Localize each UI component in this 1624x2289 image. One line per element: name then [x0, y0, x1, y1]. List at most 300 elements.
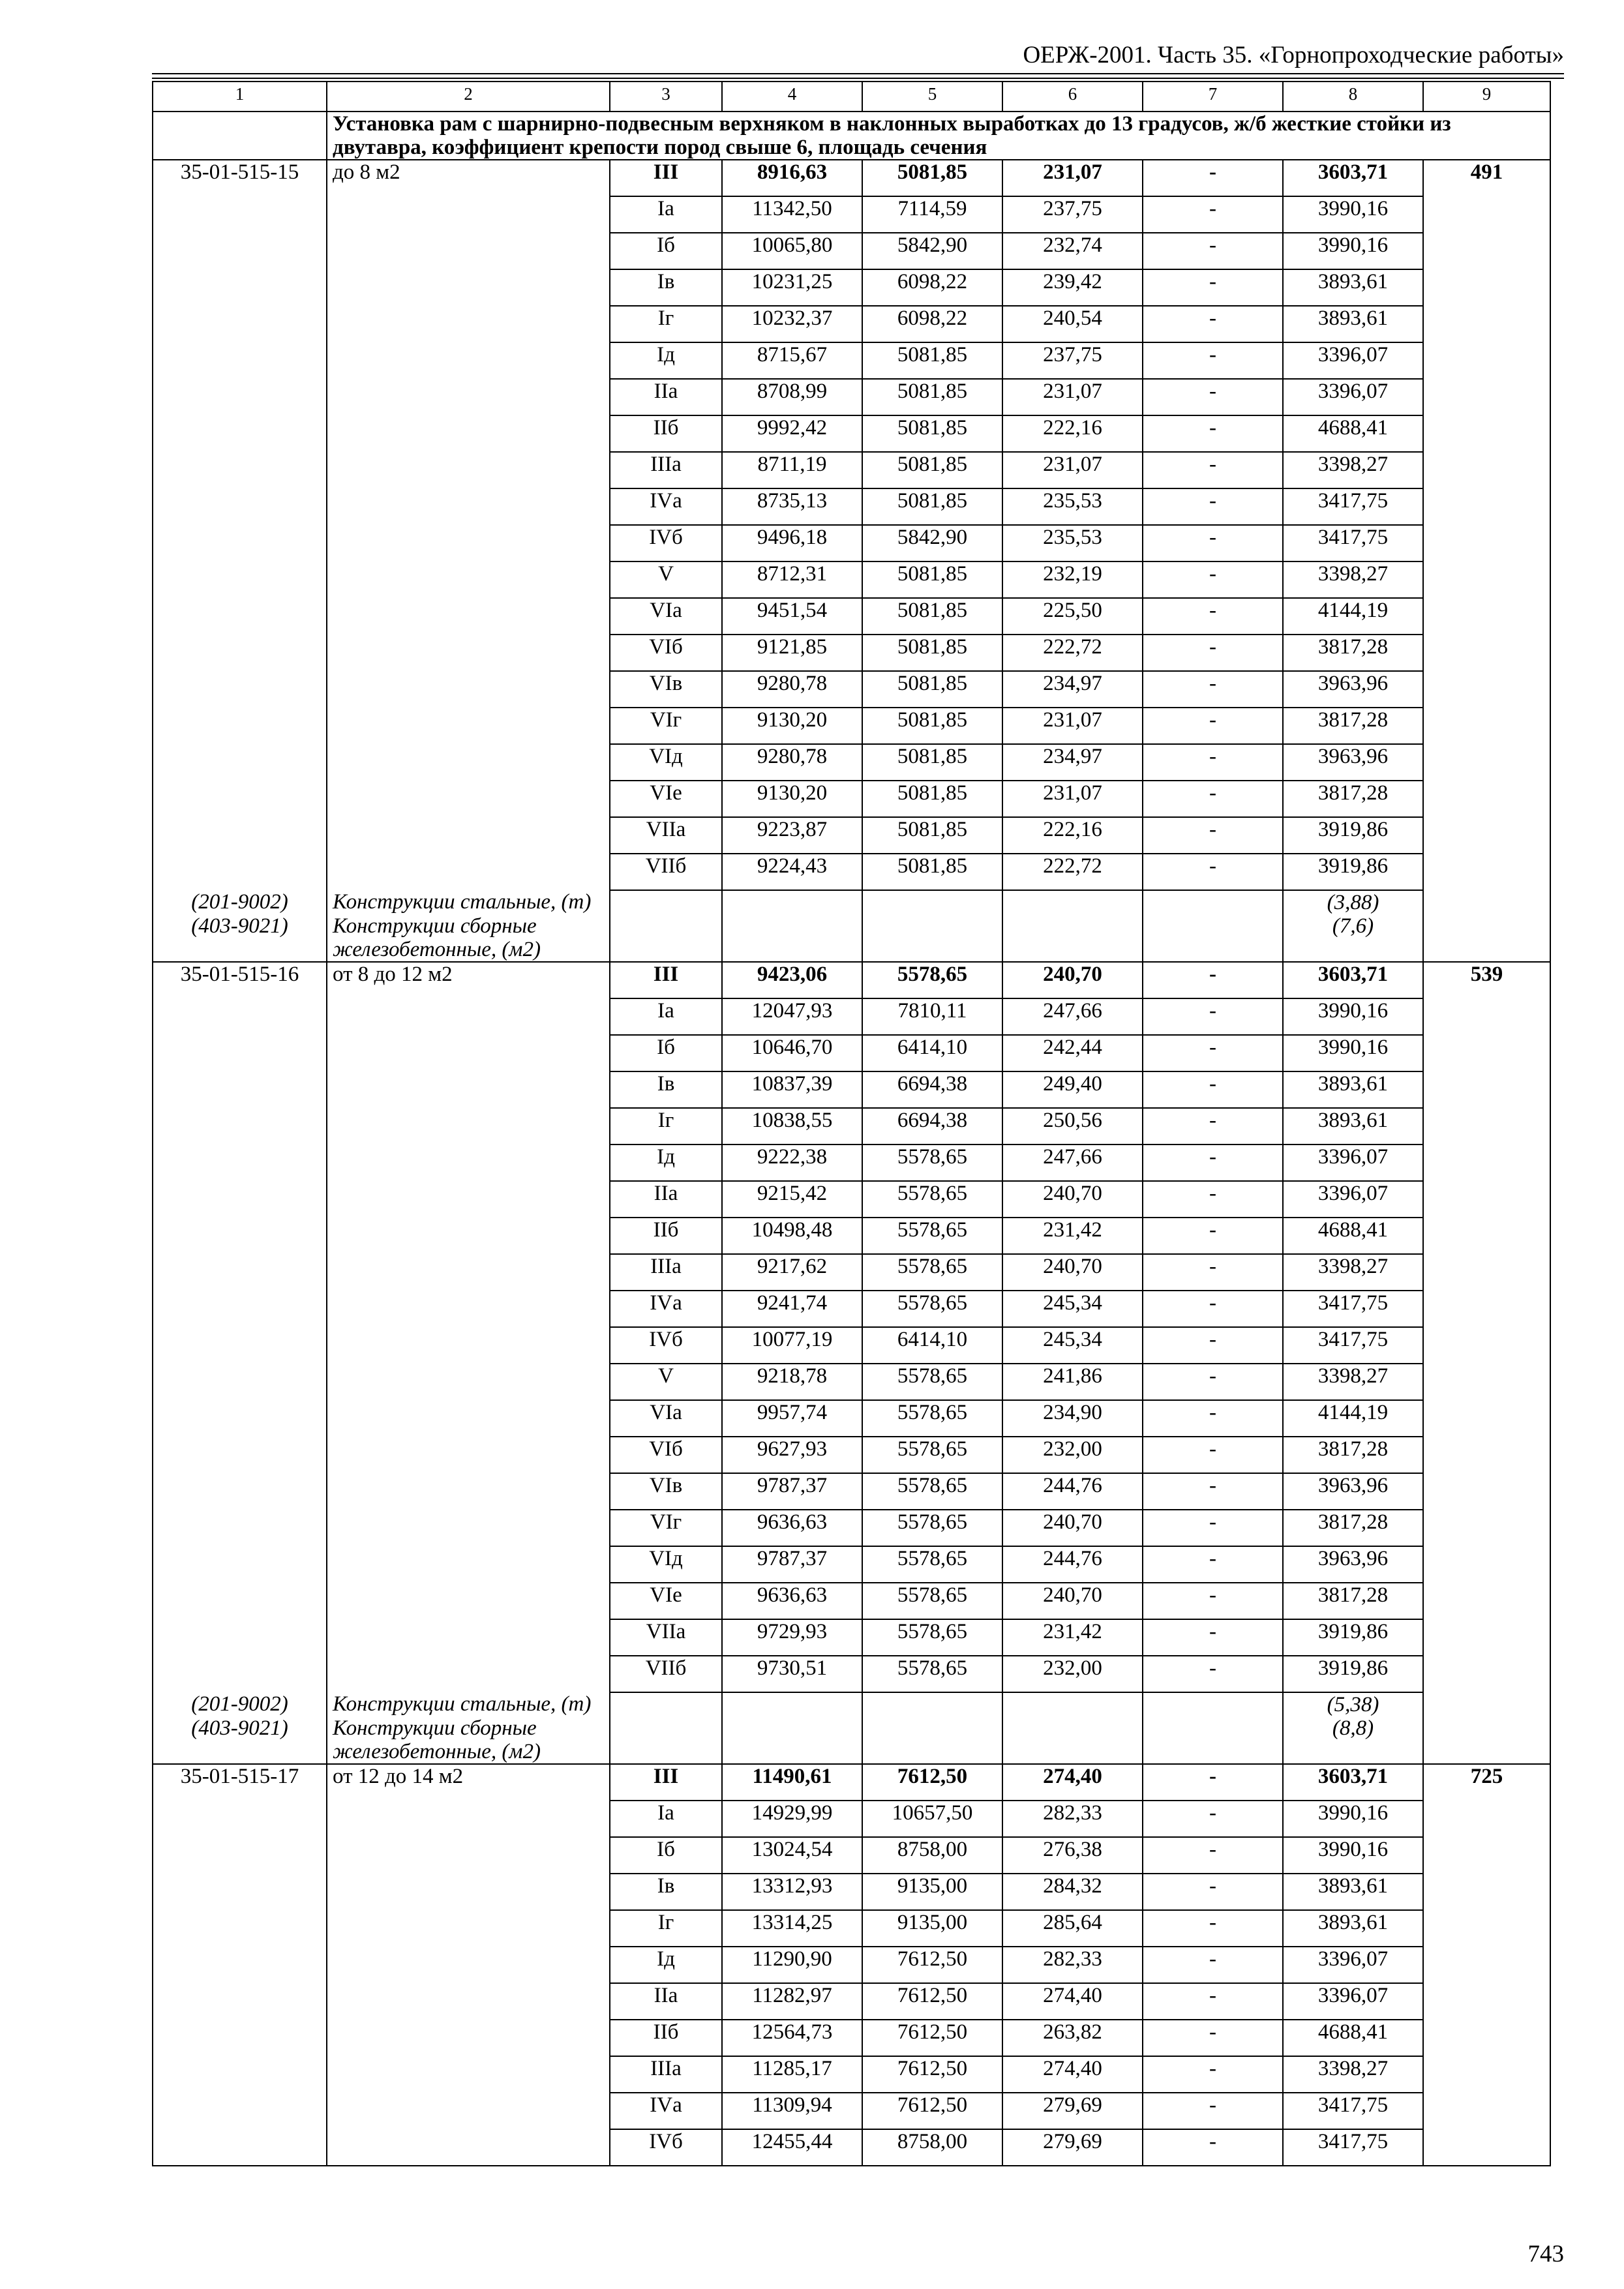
- total-cost: 9496,18: [722, 525, 862, 561]
- wages-cost: 5578,65: [862, 1437, 1002, 1473]
- drivers-wage: -: [1143, 1910, 1283, 1947]
- table-row: [153, 488, 1550, 525]
- empty-cell: [153, 1983, 327, 2020]
- total-cost: 8711,19: [722, 452, 862, 488]
- zone-code: IIб: [610, 415, 722, 452]
- empty-cell: [153, 452, 327, 488]
- machines-cost: 244,76: [1002, 1546, 1143, 1583]
- total-cost: 8712,31: [722, 561, 862, 598]
- empty-cell: [327, 1400, 610, 1437]
- wages-cost: 9135,00: [862, 1910, 1002, 1947]
- table-row: [153, 708, 1550, 744]
- empty-cell: [327, 488, 610, 525]
- empty-cell: [327, 1108, 610, 1144]
- zone-code: VIа: [610, 598, 722, 635]
- empty-cell: [153, 233, 327, 269]
- zone-code: VIа: [610, 1400, 722, 1437]
- resource-name: Конструкции стальные, (т): [327, 890, 610, 914]
- empty-cell: [1423, 2056, 1550, 2093]
- total-cost: 9218,78: [722, 1364, 862, 1400]
- materials-cost: 3893,61: [1283, 1874, 1423, 1910]
- machines-cost: 234,97: [1002, 744, 1143, 781]
- table-row: [153, 1837, 1550, 1874]
- labor-index: 725: [1423, 1764, 1550, 1801]
- table-row: [153, 998, 1550, 1035]
- empty-cell: [153, 854, 327, 890]
- table-row: [153, 2093, 1550, 2129]
- table-row: [153, 1400, 1550, 1437]
- materials-cost: 3398,27: [1283, 561, 1423, 598]
- empty-cell: [1143, 1692, 1283, 1716]
- drivers-wage: -: [1143, 2093, 1283, 2129]
- empty-cell: [327, 196, 610, 233]
- table-row: [153, 671, 1550, 708]
- materials-cost: 3396,07: [1283, 1947, 1423, 1983]
- drivers-wage: -: [1143, 1071, 1283, 1108]
- drivers-wage: -: [1143, 998, 1283, 1035]
- empty-cell: [1423, 1473, 1550, 1510]
- machines-cost: 231,07: [1002, 379, 1143, 415]
- empty-cell: [153, 817, 327, 854]
- entry-code: 35-01-515-15: [153, 160, 327, 196]
- machines-cost: 237,75: [1002, 342, 1143, 379]
- column-number: 3: [610, 82, 722, 112]
- resource-name: Конструкции стальные, (т): [327, 1692, 610, 1716]
- drivers-wage: -: [1143, 1837, 1283, 1874]
- total-cost: 12047,93: [722, 998, 862, 1035]
- wages-cost: 5578,65: [862, 1510, 1002, 1546]
- empty-cell: [1423, 1327, 1550, 1364]
- empty-cell: [1423, 1218, 1550, 1254]
- table-row: [153, 1254, 1550, 1291]
- drivers-wage: -: [1143, 342, 1283, 379]
- resource-value: (3,88): [1283, 890, 1423, 914]
- machines-cost: 282,33: [1002, 1947, 1143, 1983]
- wages-cost: 5578,65: [862, 1364, 1002, 1400]
- empty-cell: [1423, 914, 1550, 962]
- empty-cell: [1423, 1947, 1550, 1983]
- drivers-wage: -: [1143, 269, 1283, 306]
- zone-code: IIIа: [610, 2056, 722, 2093]
- empty-cell: [1423, 708, 1550, 744]
- machines-cost: 240,70: [1002, 1254, 1143, 1291]
- zone-code: IIIа: [610, 1254, 722, 1291]
- materials-cost: 3396,07: [1283, 1181, 1423, 1218]
- drivers-wage: -: [1143, 1437, 1283, 1473]
- wages-cost: 7612,50: [862, 1983, 1002, 2020]
- materials-cost: 3417,75: [1283, 488, 1423, 525]
- empty-cell: [327, 671, 610, 708]
- drivers-wage: -: [1143, 1108, 1283, 1144]
- materials-cost: 3603,71: [1283, 160, 1423, 196]
- drivers-wage: -: [1143, 561, 1283, 598]
- table-row: [153, 342, 1550, 379]
- empty-cell: [327, 708, 610, 744]
- table-row: [153, 1874, 1550, 1910]
- materials-cost: 3396,07: [1283, 379, 1423, 415]
- empty-cell: [153, 671, 327, 708]
- machines-cost: 235,53: [1002, 525, 1143, 561]
- entry-name: до 8 м2: [327, 160, 610, 196]
- empty-cell: [1423, 781, 1550, 817]
- empty-cell: [153, 1218, 327, 1254]
- wages-cost: 7612,50: [862, 1947, 1002, 1983]
- empty-cell: [153, 306, 327, 342]
- machines-cost: 231,07: [1002, 452, 1143, 488]
- empty-cell: [862, 914, 1002, 962]
- wages-cost: 5578,65: [862, 1254, 1002, 1291]
- machines-cost: 231,07: [1002, 160, 1143, 196]
- total-cost: 9423,06: [722, 962, 862, 998]
- machines-cost: 234,90: [1002, 1400, 1143, 1437]
- wages-cost: 7612,50: [862, 1764, 1002, 1801]
- empty-cell: [1423, 269, 1550, 306]
- column-number: 6: [1002, 82, 1143, 112]
- zone-code: IVа: [610, 1291, 722, 1327]
- resource-row: [153, 890, 1550, 914]
- total-cost: 9121,85: [722, 635, 862, 671]
- machines-cost: 232,74: [1002, 233, 1143, 269]
- materials-cost: 3963,96: [1283, 744, 1423, 781]
- drivers-wage: -: [1143, 598, 1283, 635]
- wages-cost: 5578,65: [862, 1144, 1002, 1181]
- machines-cost: 231,42: [1002, 1619, 1143, 1656]
- drivers-wage: -: [1143, 1619, 1283, 1656]
- drivers-wage: -: [1143, 306, 1283, 342]
- zone-code: VIIа: [610, 1619, 722, 1656]
- wages-cost: 5081,85: [862, 708, 1002, 744]
- table-row: [153, 306, 1550, 342]
- total-cost: 10837,39: [722, 1071, 862, 1108]
- empty-cell: [1423, 1692, 1550, 1716]
- empty-cell: [327, 1218, 610, 1254]
- empty-cell: [327, 1546, 610, 1583]
- empty-cell: [1143, 1716, 1283, 1764]
- empty-cell: [327, 1071, 610, 1108]
- materials-cost: 3817,28: [1283, 781, 1423, 817]
- wages-cost: 5081,85: [862, 415, 1002, 452]
- materials-cost: 3396,07: [1283, 1983, 1423, 2020]
- zone-code: IVб: [610, 525, 722, 561]
- empty-cell: [1423, 890, 1550, 914]
- drivers-wage: -: [1143, 2129, 1283, 2166]
- table-row: [153, 781, 1550, 817]
- wages-cost: 6098,22: [862, 306, 1002, 342]
- zone-code: IVб: [610, 2129, 722, 2166]
- empty-cell: [1423, 1071, 1550, 1108]
- empty-cell: [327, 233, 610, 269]
- drivers-wage: -: [1143, 452, 1283, 488]
- empty-cell: [153, 1254, 327, 1291]
- drivers-wage: -: [1143, 1546, 1283, 1583]
- empty-cell: [153, 1510, 327, 1546]
- total-cost: 10077,19: [722, 1327, 862, 1364]
- machines-cost: 274,40: [1002, 1983, 1143, 2020]
- empty-cell: [153, 1619, 327, 1656]
- wages-cost: 5081,85: [862, 452, 1002, 488]
- empty-cell: [327, 1910, 610, 1947]
- drivers-wage: -: [1143, 817, 1283, 854]
- table-row: [153, 415, 1550, 452]
- price-table: [152, 81, 1551, 2166]
- table-row: [153, 233, 1550, 269]
- materials-cost: 3963,96: [1283, 1473, 1423, 1510]
- header-rule-double: [152, 78, 1564, 79]
- empty-cell: [1423, 1035, 1550, 1071]
- drivers-wage: -: [1143, 1874, 1283, 1910]
- empty-cell: [327, 452, 610, 488]
- empty-cell: [1423, 1546, 1550, 1583]
- empty-cell: [153, 415, 327, 452]
- empty-cell: [1143, 890, 1283, 914]
- empty-cell: [1423, 233, 1550, 269]
- empty-cell: [610, 1692, 722, 1716]
- zone-code: Iг: [610, 1910, 722, 1947]
- machines-cost: 240,70: [1002, 962, 1143, 998]
- wages-cost: 5081,85: [862, 379, 1002, 415]
- wages-cost: 8758,00: [862, 1837, 1002, 1874]
- empty-cell: [1423, 379, 1550, 415]
- materials-cost: 3893,61: [1283, 306, 1423, 342]
- zone-code: VIIб: [610, 1656, 722, 1692]
- table-row: [153, 1218, 1550, 1254]
- table-row: [153, 1983, 1550, 2020]
- zone-code: IVа: [610, 488, 722, 525]
- total-cost: 14929,99: [722, 1801, 862, 1837]
- drivers-wage: -: [1143, 1473, 1283, 1510]
- machines-cost: 245,34: [1002, 1327, 1143, 1364]
- resource-value: (7,6): [1283, 914, 1423, 962]
- zone-code: VIе: [610, 1583, 722, 1619]
- empty-cell: [153, 1656, 327, 1692]
- wages-cost: 5081,85: [862, 817, 1002, 854]
- empty-cell: [153, 1546, 327, 1583]
- total-cost: 11290,90: [722, 1947, 862, 1983]
- wages-cost: 5081,85: [862, 671, 1002, 708]
- total-cost: 11490,61: [722, 1764, 862, 1801]
- materials-cost: 3893,61: [1283, 1910, 1423, 1947]
- empty-cell: [1423, 415, 1550, 452]
- machines-cost: 274,40: [1002, 1764, 1143, 1801]
- empty-cell: [327, 269, 610, 306]
- total-cost: 9217,62: [722, 1254, 862, 1291]
- table-row: [153, 1181, 1550, 1218]
- empty-cell: [1423, 1510, 1550, 1546]
- materials-cost: 3817,28: [1283, 1437, 1423, 1473]
- empty-cell: [327, 598, 610, 635]
- entry-name: от 12 до 14 м2: [327, 1764, 610, 1801]
- materials-cost: 3398,27: [1283, 1254, 1423, 1291]
- empty-cell: [1423, 1716, 1550, 1764]
- empty-cell: [327, 1437, 610, 1473]
- materials-cost: 3963,96: [1283, 671, 1423, 708]
- empty-cell: [1002, 890, 1143, 914]
- table-body: [153, 82, 1550, 2166]
- resource-row: [153, 914, 1550, 962]
- drivers-wage: -: [1143, 415, 1283, 452]
- empty-cell: [153, 1291, 327, 1327]
- empty-cell: [1423, 1801, 1550, 1837]
- resource-code: (201-9002): [153, 890, 327, 914]
- materials-cost: 3817,28: [1283, 635, 1423, 671]
- drivers-wage: -: [1143, 1327, 1283, 1364]
- empty-cell: [327, 2129, 610, 2166]
- materials-cost: 3990,16: [1283, 196, 1423, 233]
- materials-cost: 4144,19: [1283, 1400, 1423, 1437]
- empty-cell: [153, 1400, 327, 1437]
- drivers-wage: -: [1143, 1181, 1283, 1218]
- machines-cost: 242,44: [1002, 1035, 1143, 1071]
- empty-cell: [327, 1291, 610, 1327]
- machines-cost: 285,64: [1002, 1910, 1143, 1947]
- machines-cost: 235,53: [1002, 488, 1143, 525]
- machines-cost: 237,75: [1002, 196, 1143, 233]
- drivers-wage: -: [1143, 196, 1283, 233]
- machines-cost: 263,82: [1002, 2020, 1143, 2056]
- page-number: 743: [1527, 2241, 1564, 2267]
- materials-cost: 3919,86: [1283, 854, 1423, 890]
- materials-cost: 3603,71: [1283, 1764, 1423, 1801]
- empty-cell: [1002, 1692, 1143, 1716]
- table-row: [153, 1764, 1550, 1801]
- wages-cost: 5081,85: [862, 854, 1002, 890]
- column-number: 9: [1423, 82, 1550, 112]
- table-row: [153, 1071, 1550, 1108]
- zone-code: Iв: [610, 269, 722, 306]
- total-cost: 8708,99: [722, 379, 862, 415]
- materials-cost: 3893,61: [1283, 1071, 1423, 1108]
- total-cost: 9451,54: [722, 598, 862, 635]
- wages-cost: 7114,59: [862, 196, 1002, 233]
- drivers-wage: -: [1143, 1291, 1283, 1327]
- materials-cost: 3817,28: [1283, 708, 1423, 744]
- total-cost: 9223,87: [722, 817, 862, 854]
- empty-cell: [327, 781, 610, 817]
- zone-code: IIа: [610, 1983, 722, 2020]
- total-cost: 13024,54: [722, 1837, 862, 1874]
- empty-cell: [610, 1716, 722, 1764]
- drivers-wage: -: [1143, 962, 1283, 998]
- table-row: [153, 525, 1550, 561]
- total-cost: 9130,20: [722, 781, 862, 817]
- wages-cost: 5578,65: [862, 1583, 1002, 1619]
- entry-name: от 8 до 12 м2: [327, 962, 610, 998]
- wages-cost: 5578,65: [862, 1473, 1002, 1510]
- empty-cell: [327, 415, 610, 452]
- machines-cost: 247,66: [1002, 1144, 1143, 1181]
- wages-cost: 5081,85: [862, 598, 1002, 635]
- total-cost: 11342,50: [722, 196, 862, 233]
- drivers-wage: -: [1143, 854, 1283, 890]
- empty-cell: [1423, 1910, 1550, 1947]
- empty-cell: [1423, 196, 1550, 233]
- empty-cell: [1423, 598, 1550, 635]
- materials-cost: 3990,16: [1283, 1035, 1423, 1071]
- empty-cell: [153, 1364, 327, 1400]
- total-cost: 9729,93: [722, 1619, 862, 1656]
- machines-cost: 241,86: [1002, 1364, 1143, 1400]
- table-row: [153, 1291, 1550, 1327]
- empty-cell: [722, 914, 862, 962]
- total-cost: 11285,17: [722, 2056, 862, 2093]
- empty-cell: [327, 854, 610, 890]
- table-row: [153, 379, 1550, 415]
- wages-cost: 5578,65: [862, 962, 1002, 998]
- total-cost: 10065,80: [722, 233, 862, 269]
- wages-cost: 5578,65: [862, 1181, 1002, 1218]
- total-cost: 8735,13: [722, 488, 862, 525]
- materials-cost: 3817,28: [1283, 1583, 1423, 1619]
- drivers-wage: -: [1143, 1510, 1283, 1546]
- empty-cell: [153, 1327, 327, 1364]
- wages-cost: 6098,22: [862, 269, 1002, 306]
- zone-code: Iг: [610, 1108, 722, 1144]
- section-title-row: [153, 112, 1550, 160]
- table-row: [153, 1035, 1550, 1071]
- zone-code: VIIб: [610, 854, 722, 890]
- entry-code: 35-01-515-17: [153, 1764, 327, 1801]
- section-title: Установка рам с шарнирно-подвесным верхняком в наклонных выработках до 13 градусов, ж/б жесткие стойки из двутавра, коэффициент крепости пород свыше 6, площадь сечения: [327, 112, 1550, 160]
- materials-cost: 3396,07: [1283, 342, 1423, 379]
- drivers-wage: -: [1143, 160, 1283, 196]
- drivers-wage: -: [1143, 1254, 1283, 1291]
- table-row: [153, 744, 1550, 781]
- empty-cell: [153, 2129, 327, 2166]
- empty-cell: [327, 1035, 610, 1071]
- wages-cost: 7810,11: [862, 998, 1002, 1035]
- wages-cost: 8758,00: [862, 2129, 1002, 2166]
- drivers-wage: -: [1143, 1983, 1283, 2020]
- empty-cell: [1423, 1656, 1550, 1692]
- empty-cell: [153, 379, 327, 415]
- table-row: [153, 269, 1550, 306]
- table-row: [153, 2056, 1550, 2093]
- resource-code: (403-9021): [153, 1716, 327, 1764]
- empty-cell: [153, 1108, 327, 1144]
- materials-cost: 3817,28: [1283, 1510, 1423, 1546]
- total-cost: 12455,44: [722, 2129, 862, 2166]
- column-number: 2: [327, 82, 610, 112]
- drivers-wage: -: [1143, 671, 1283, 708]
- empty-cell: [153, 2020, 327, 2056]
- resource-code: (403-9021): [153, 914, 327, 962]
- resource-value: (5,38): [1283, 1692, 1423, 1716]
- zone-code: VIе: [610, 781, 722, 817]
- empty-cell: [1002, 914, 1143, 962]
- machines-cost: 250,56: [1002, 1108, 1143, 1144]
- materials-cost: 4688,41: [1283, 1218, 1423, 1254]
- wages-cost: 5578,65: [862, 1546, 1002, 1583]
- empty-cell: [327, 525, 610, 561]
- wages-cost: 5578,65: [862, 1656, 1002, 1692]
- empty-cell: [327, 2056, 610, 2093]
- resource-name: Конструкции сборные железобетонные, (м2): [327, 914, 610, 962]
- table-row: [153, 1546, 1550, 1583]
- drivers-wage: -: [1143, 1583, 1283, 1619]
- machines-cost: 232,19: [1002, 561, 1143, 598]
- machines-cost: 240,54: [1002, 306, 1143, 342]
- table-row: [153, 1510, 1550, 1546]
- machines-cost: 225,50: [1002, 598, 1143, 635]
- empty-cell: [327, 1801, 610, 1837]
- materials-cost: 3603,71: [1283, 962, 1423, 998]
- machines-cost: 231,07: [1002, 708, 1143, 744]
- empty-cell: [153, 1473, 327, 1510]
- empty-cell: [327, 379, 610, 415]
- empty-cell: [153, 525, 327, 561]
- empty-cell: [1143, 914, 1283, 962]
- wages-cost: 5578,65: [862, 1400, 1002, 1437]
